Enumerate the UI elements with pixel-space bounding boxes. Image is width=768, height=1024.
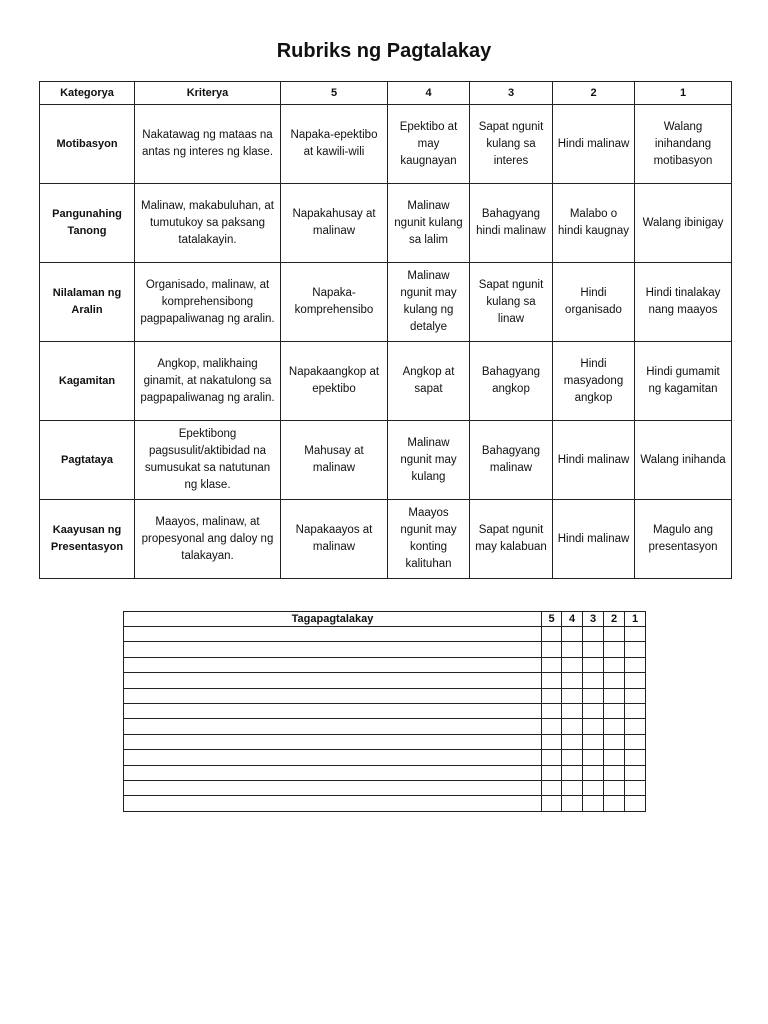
tally-header-score-1: 1 bbox=[625, 612, 646, 627]
tally-name-cell[interactable] bbox=[124, 688, 542, 703]
tally-score-2-cell[interactable] bbox=[604, 796, 625, 811]
rubric-score-5-cell: Napakaangkop at epektibo bbox=[281, 342, 388, 421]
rubric-header-row bbox=[40, 82, 732, 105]
rubric-table bbox=[39, 81, 732, 579]
rubric-criterion-cell: Epektibong pagsusulit/aktibidad na sumusukat sa natutunan ng klase. bbox=[135, 421, 281, 500]
tally-score-3-cell[interactable] bbox=[583, 719, 604, 734]
tally-score-4-cell[interactable] bbox=[562, 703, 583, 718]
rubric-score-4-cell: Malinaw ngunit may kulang bbox=[388, 421, 470, 500]
rubric-score-1-cell: Walang inihandang motibasyon bbox=[635, 105, 732, 184]
rubric-criterion-cell: Angkop, malikhaing ginamit, at nakatulong sa pagpapaliwanag ng aralin. bbox=[135, 342, 281, 421]
rubric-row bbox=[40, 421, 732, 500]
tally-score-1-cell[interactable] bbox=[625, 627, 646, 642]
tally-score-4-cell[interactable] bbox=[562, 750, 583, 765]
tally-score-3-cell[interactable] bbox=[583, 673, 604, 688]
tally-name-cell[interactable] bbox=[124, 719, 542, 734]
tally-score-2-cell[interactable] bbox=[604, 627, 625, 642]
tally-score-2-cell[interactable] bbox=[604, 642, 625, 657]
rubric-score-3-cell: Bahagyang malinaw bbox=[470, 421, 553, 500]
tally-score-1-cell[interactable] bbox=[625, 780, 646, 795]
rubric-header-score-5: 5 bbox=[281, 82, 388, 105]
tally-score-5-cell[interactable] bbox=[542, 750, 562, 765]
tally-score-5-cell[interactable] bbox=[542, 765, 562, 780]
tally-score-3-cell[interactable] bbox=[583, 765, 604, 780]
tally-score-2-cell[interactable] bbox=[604, 688, 625, 703]
tally-name-cell[interactable] bbox=[124, 642, 542, 657]
page-title: Rubriks ng Pagtalakay bbox=[276, 40, 492, 62]
tally-score-5-cell[interactable] bbox=[542, 780, 562, 795]
tally-row bbox=[124, 642, 646, 657]
tally-row bbox=[124, 627, 646, 642]
tally-score-1-cell[interactable] bbox=[625, 796, 646, 811]
tally-score-4-cell[interactable] bbox=[562, 657, 583, 672]
rubric-score-2-cell: Hindi organisado bbox=[553, 263, 635, 342]
tally-score-1-cell[interactable] bbox=[625, 719, 646, 734]
rubric-score-5-cell: Napaka-komprehensibo bbox=[281, 263, 388, 342]
tally-row bbox=[124, 688, 646, 703]
tally-score-3-cell[interactable] bbox=[583, 657, 604, 672]
rubric-score-1-cell: Hindi tinalakay nang maayos bbox=[635, 263, 732, 342]
tally-score-3-cell[interactable] bbox=[583, 703, 604, 718]
tally-score-4-cell[interactable] bbox=[562, 642, 583, 657]
rubric-header-score-4: 4 bbox=[388, 82, 470, 105]
tally-score-5-cell[interactable] bbox=[542, 734, 562, 749]
rubric-row bbox=[40, 184, 732, 263]
tally-score-4-cell[interactable] bbox=[562, 796, 583, 811]
tally-score-1-cell[interactable] bbox=[625, 703, 646, 718]
tally-score-3-cell[interactable] bbox=[583, 642, 604, 657]
tally-name-cell[interactable] bbox=[124, 627, 542, 642]
rubric-score-4-cell: Maayos ngunit may konting kalituhan bbox=[388, 500, 470, 579]
rubric-score-4-cell: Angkop at sapat bbox=[388, 342, 470, 421]
tally-score-2-cell[interactable] bbox=[604, 734, 625, 749]
tally-score-1-cell[interactable] bbox=[625, 750, 646, 765]
rubric-score-3-cell: Sapat ngunit kulang sa interes bbox=[470, 105, 553, 184]
rubric-criterion-cell: Nakatawag ng mataas na antas ng interes ng klase. bbox=[135, 105, 281, 184]
rubric-score-3-cell: Bahagyang hindi malinaw bbox=[470, 184, 553, 263]
rubric-score-1-cell: Walang inihanda bbox=[635, 421, 732, 500]
tally-score-2-cell[interactable] bbox=[604, 780, 625, 795]
rubric-score-1-cell: Magulo ang presentasyon bbox=[635, 500, 732, 579]
tally-score-5-cell[interactable] bbox=[542, 642, 562, 657]
rubric-score-1-cell: Hindi gumamit ng kagamitan bbox=[635, 342, 732, 421]
tally-name-cell[interactable] bbox=[124, 657, 542, 672]
tally-score-3-cell[interactable] bbox=[583, 688, 604, 703]
rubric-category-cell: Motibasyon bbox=[40, 105, 135, 184]
tally-row bbox=[124, 673, 646, 688]
tally-name-cell[interactable] bbox=[124, 750, 542, 765]
tally-header-row bbox=[124, 612, 646, 627]
rubric-header-score-2: 2 bbox=[553, 82, 635, 105]
tally-row bbox=[124, 780, 646, 795]
tally-name-cell[interactable] bbox=[124, 734, 542, 749]
rubric-score-2-cell: Hindi malinaw bbox=[553, 500, 635, 579]
tally-score-5-cell[interactable] bbox=[542, 673, 562, 688]
tally-score-1-cell[interactable] bbox=[625, 688, 646, 703]
rubric-criterion-cell: Malinaw, makabuluhan, at tumutukoy sa paksang tatalakayin. bbox=[135, 184, 281, 263]
rubric-score-3-cell: Bahagyang angkop bbox=[470, 342, 553, 421]
tally-score-1-cell[interactable] bbox=[625, 657, 646, 672]
rubric-score-5-cell: Mahusay at malinaw bbox=[281, 421, 388, 500]
rubric-header-score-1: 1 bbox=[635, 82, 732, 105]
tally-score-2-cell[interactable] bbox=[604, 657, 625, 672]
rubric-score-3-cell: Sapat ngunit may kalabuan bbox=[470, 500, 553, 579]
rubric-header-kategorya: Kategorya bbox=[40, 82, 135, 105]
tally-score-5-cell[interactable] bbox=[542, 796, 562, 811]
tally-header-score-5: 5 bbox=[542, 612, 562, 627]
rubric-score-4-cell: Malinaw ngunit may kulang ng detalye bbox=[388, 263, 470, 342]
rubric-header-score-3: 3 bbox=[470, 82, 553, 105]
rubric-category-cell: Pangunahing Tanong bbox=[40, 184, 135, 263]
tally-header-tagapagtalakay: Tagapagtalakay bbox=[124, 612, 542, 627]
score-tally-table bbox=[123, 611, 646, 812]
tally-name-cell[interactable] bbox=[124, 765, 542, 780]
tally-score-3-cell[interactable] bbox=[583, 750, 604, 765]
tally-name-cell[interactable] bbox=[124, 703, 542, 718]
tally-row bbox=[124, 734, 646, 749]
tally-score-3-cell[interactable] bbox=[583, 734, 604, 749]
rubric-score-3-cell: Sapat ngunit kulang sa linaw bbox=[470, 263, 553, 342]
rubric-category-cell: Pagtataya bbox=[40, 421, 135, 500]
tally-name-cell[interactable] bbox=[124, 796, 542, 811]
tally-score-2-cell[interactable] bbox=[604, 719, 625, 734]
tally-score-5-cell[interactable] bbox=[542, 627, 562, 642]
tally-score-3-cell[interactable] bbox=[583, 796, 604, 811]
tally-score-5-cell[interactable] bbox=[542, 719, 562, 734]
tally-row bbox=[124, 703, 646, 718]
tally-row bbox=[124, 796, 646, 811]
tally-score-1-cell[interactable] bbox=[625, 734, 646, 749]
tally-score-5-cell[interactable] bbox=[542, 703, 562, 718]
tally-score-4-cell[interactable] bbox=[562, 627, 583, 642]
rubric-score-5-cell: Napakahusay at malinaw bbox=[281, 184, 388, 263]
tally-score-4-cell[interactable] bbox=[562, 765, 583, 780]
rubric-score-5-cell: Napakaayos at malinaw bbox=[281, 500, 388, 579]
tally-score-4-cell[interactable] bbox=[562, 673, 583, 688]
tally-score-1-cell[interactable] bbox=[625, 673, 646, 688]
tally-header-score-2: 2 bbox=[604, 612, 625, 627]
rubric-score-1-cell: Walang ibinigay bbox=[635, 184, 732, 263]
tally-header-score-4: 4 bbox=[562, 612, 583, 627]
tally-score-5-cell[interactable] bbox=[542, 688, 562, 703]
tally-row bbox=[124, 750, 646, 765]
rubric-criterion-cell: Organisado, malinaw, at komprehensibong pagpapaliwanag ng aralin. bbox=[135, 263, 281, 342]
tally-score-4-cell[interactable] bbox=[562, 780, 583, 795]
tally-score-4-cell[interactable] bbox=[562, 688, 583, 703]
tally-score-4-cell[interactable] bbox=[562, 719, 583, 734]
tally-row bbox=[124, 765, 646, 780]
tally-row bbox=[124, 719, 646, 734]
rubric-header-kriterya: Kriterya bbox=[135, 82, 281, 105]
tally-body bbox=[124, 627, 646, 812]
rubric-score-2-cell: Hindi malinaw bbox=[553, 105, 635, 184]
tally-score-3-cell[interactable] bbox=[583, 627, 604, 642]
tally-score-2-cell[interactable] bbox=[604, 765, 625, 780]
rubric-row bbox=[40, 263, 732, 342]
rubric-score-2-cell: Hindi malinaw bbox=[553, 421, 635, 500]
rubric-category-cell: Kagamitan bbox=[40, 342, 135, 421]
tally-name-cell[interactable] bbox=[124, 673, 542, 688]
rubric-score-5-cell: Napaka-epektibo at kawili-wili bbox=[281, 105, 388, 184]
rubric-row bbox=[40, 500, 732, 579]
rubric-score-4-cell: Malinaw ngunit kulang sa lalim bbox=[388, 184, 470, 263]
rubric-row bbox=[40, 342, 732, 421]
rubric-body bbox=[40, 105, 732, 579]
rubric-score-4-cell: Epektibo at may kaugnayan bbox=[388, 105, 470, 184]
rubric-score-2-cell: Hindi masyadong angkop bbox=[553, 342, 635, 421]
tally-header-score-3: 3 bbox=[583, 612, 604, 627]
tally-name-cell[interactable] bbox=[124, 780, 542, 795]
tally-score-5-cell[interactable] bbox=[542, 657, 562, 672]
rubric-score-2-cell: Malabo o hindi kaugnay bbox=[553, 184, 635, 263]
tally-score-2-cell[interactable] bbox=[604, 673, 625, 688]
rubric-category-cell: Kaayusan ng Presentasyon bbox=[40, 500, 135, 579]
tally-score-2-cell[interactable] bbox=[604, 750, 625, 765]
tally-score-3-cell[interactable] bbox=[583, 780, 604, 795]
rubric-category-cell: Nilalaman ng Aralin bbox=[40, 263, 135, 342]
tally-row bbox=[124, 657, 646, 672]
rubric-row bbox=[40, 105, 732, 184]
rubric-criterion-cell: Maayos, malinaw, at propesyonal ang daloy ng talakayan. bbox=[135, 500, 281, 579]
tally-score-1-cell[interactable] bbox=[625, 642, 646, 657]
tally-score-1-cell[interactable] bbox=[625, 765, 646, 780]
tally-score-2-cell[interactable] bbox=[604, 703, 625, 718]
tally-score-4-cell[interactable] bbox=[562, 734, 583, 749]
